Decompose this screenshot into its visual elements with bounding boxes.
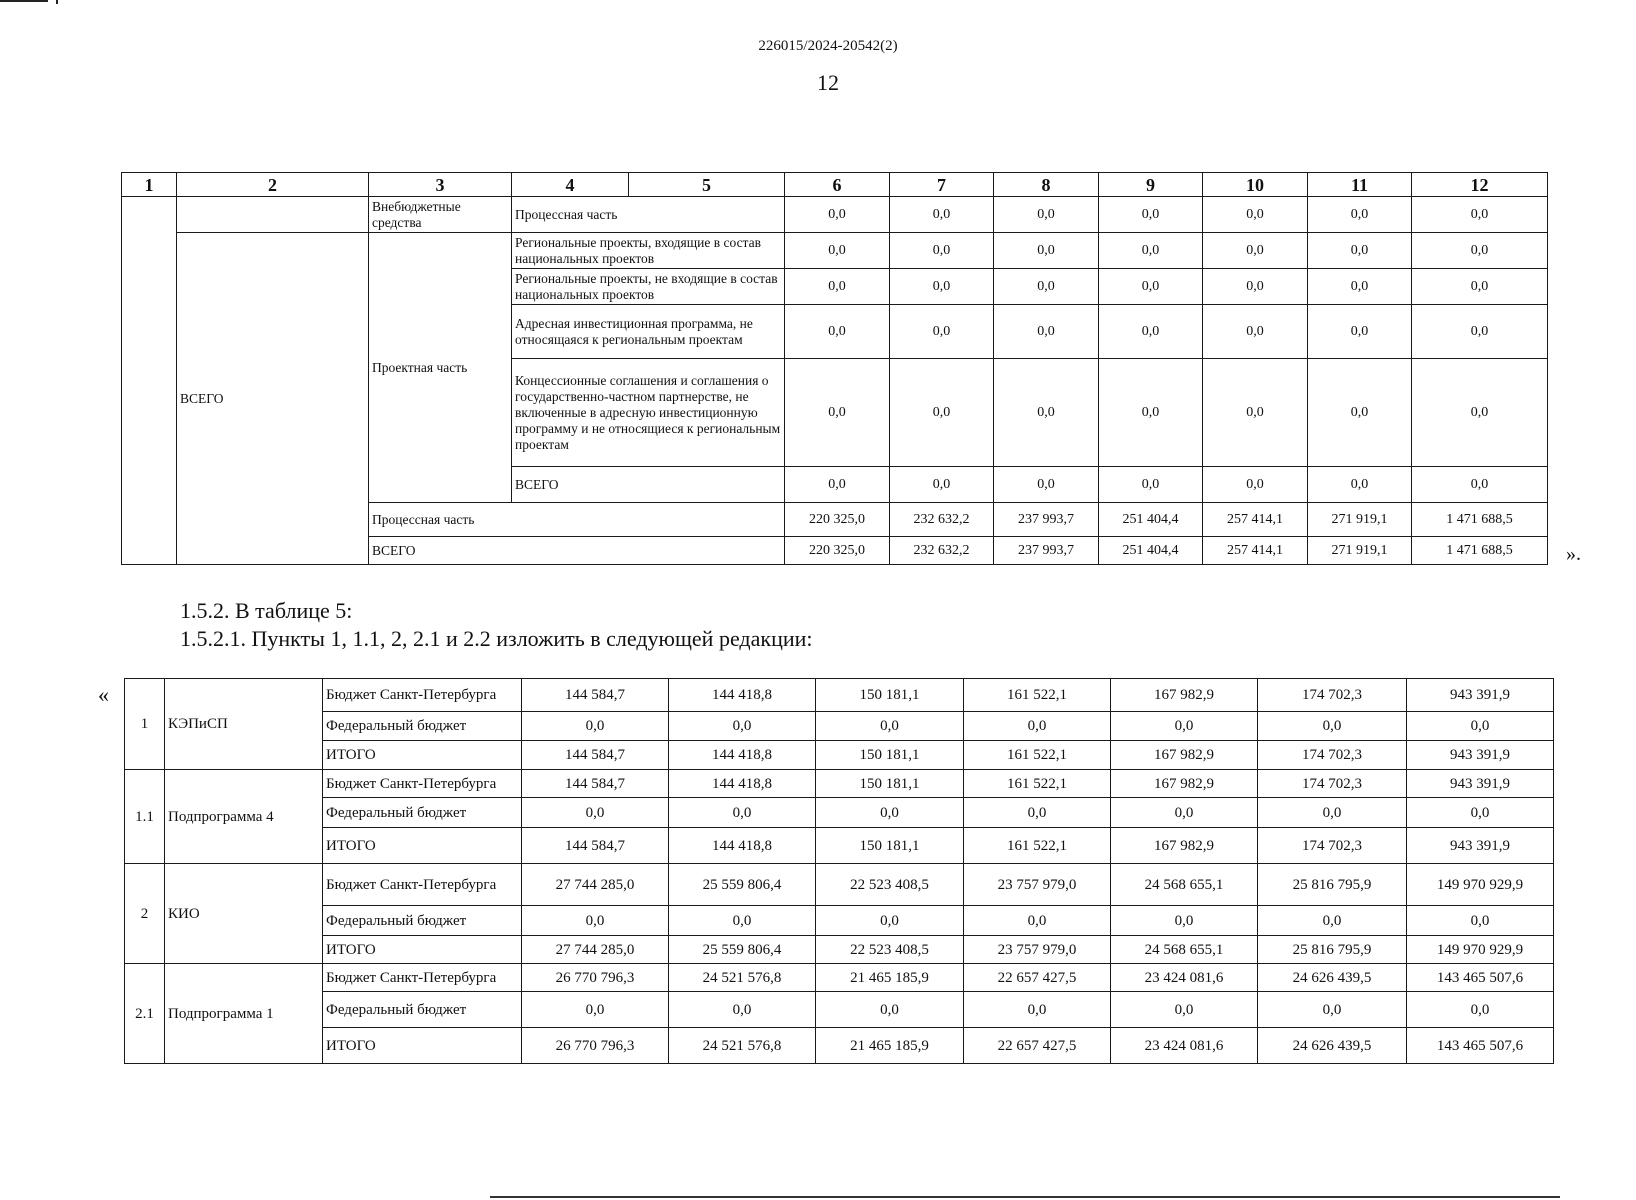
value-cell: 167 982,9: [1111, 741, 1258, 770]
value-cell: 24 568 655,1: [1111, 936, 1258, 964]
project-row-label: Концессионные соглашения и соглашения о государственно-частном партнерстве, не включенные в адресную инвестиционную программу и не относящиеся к региональным проектам: [512, 359, 785, 467]
value-cell: 0,0: [1412, 305, 1548, 359]
header-col-10: 10: [1203, 173, 1308, 197]
budget-label: Федеральный бюджет: [323, 906, 522, 936]
table-row: [125, 679, 1554, 712]
value-cell: 232 632,2: [890, 537, 994, 565]
value-cell: 143 465 507,6: [1407, 964, 1554, 992]
budget-label: Федеральный бюджет: [323, 992, 522, 1028]
value-cell: 25 559 806,4: [669, 864, 816, 906]
header-col-8: 8: [994, 173, 1099, 197]
value-cell: 0,0: [1099, 467, 1203, 503]
value-cell: 0,0: [1203, 197, 1308, 233]
total-row-label: ВСЕГО: [369, 537, 785, 565]
budget-label: Бюджет Санкт-Петербурга: [323, 770, 522, 798]
value-cell: 25 816 795,9: [1258, 936, 1407, 964]
value-cell: 144 584,7: [522, 741, 669, 770]
paragraph-1-5-2: 1.5.2. В таблице 5:: [180, 598, 353, 623]
value-cell: 22 657 427,5: [964, 964, 1111, 992]
value-cell: 0,0: [785, 359, 890, 467]
value-cell: 0,0: [1099, 197, 1203, 233]
header-col-5: 5: [629, 173, 785, 197]
value-cell: 0,0: [669, 712, 816, 741]
financing-table-continuation: [121, 172, 1548, 565]
value-cell: 0,0: [1099, 305, 1203, 359]
value-cell: 161 522,1: [964, 741, 1111, 770]
value-cell: 22 523 408,5: [816, 936, 964, 964]
value-cell: 174 702,3: [1258, 679, 1407, 712]
value-cell: 0,0: [1308, 197, 1412, 233]
value-cell: 0,0: [1407, 992, 1554, 1028]
value-cell: 0,0: [785, 233, 890, 269]
value-cell: 23 757 979,0: [964, 864, 1111, 906]
value-cell: 0,0: [994, 269, 1099, 305]
table-row: [122, 233, 1548, 269]
value-cell: 0,0: [1203, 467, 1308, 503]
value-cell: 24 626 439,5: [1258, 1028, 1407, 1064]
value-cell: 161 522,1: [964, 770, 1111, 798]
value-cell: 0,0: [669, 906, 816, 936]
value-cell: 0,0: [1258, 798, 1407, 828]
project-part-label: Проектная часть: [369, 233, 512, 503]
header-row: [122, 173, 1548, 197]
value-cell: 174 702,3: [1258, 828, 1407, 864]
value-cell: 161 522,1: [964, 679, 1111, 712]
budget-label: Бюджет Санкт-Петербурга: [323, 864, 522, 906]
value-cell: 251 404,4: [1099, 503, 1203, 537]
value-cell: 21 465 185,9: [816, 964, 964, 992]
value-cell: 22 657 427,5: [964, 1028, 1111, 1064]
value-cell: 0,0: [785, 197, 890, 233]
value-cell: 257 414,1: [1203, 537, 1308, 565]
item-number: 1.1: [125, 770, 165, 864]
value-cell: 0,0: [994, 467, 1099, 503]
value-cell: 25 559 806,4: [669, 936, 816, 964]
value-cell: 220 325,0: [785, 537, 890, 565]
value-cell: 0,0: [522, 906, 669, 936]
header-col-7: 7: [890, 173, 994, 197]
value-cell: 22 523 408,5: [816, 864, 964, 906]
value-cell: 144 418,8: [669, 828, 816, 864]
value-cell: 0,0: [890, 359, 994, 467]
document-number: 226015/2024-20542(2): [758, 38, 898, 54]
value-cell: 0,0: [1308, 269, 1412, 305]
item-name: Подпрограмма 4: [165, 770, 323, 864]
value-cell: 143 465 507,6: [1407, 1028, 1554, 1064]
value-cell: 0,0: [1203, 233, 1308, 269]
item-number: 2: [125, 864, 165, 964]
value-cell: 943 391,9: [1407, 770, 1554, 798]
header-col-2: 2: [177, 173, 369, 197]
page-bottom-rule: [490, 1196, 1560, 1198]
value-cell: 0,0: [1308, 305, 1412, 359]
value-cell: 24 521 576,8: [669, 964, 816, 992]
closing-quote: ».: [1566, 543, 1581, 565]
value-cell: 251 404,4: [1099, 537, 1203, 565]
value-cell: 0,0: [1412, 467, 1548, 503]
value-cell: 27 744 285,0: [522, 864, 669, 906]
value-cell: 257 414,1: [1203, 503, 1308, 537]
value-cell: 144 418,8: [669, 770, 816, 798]
value-cell: 25 816 795,9: [1258, 864, 1407, 906]
value-cell: 23 424 081,6: [1111, 1028, 1258, 1064]
value-cell: 0,0: [1258, 992, 1407, 1028]
value-cell: 0,0: [669, 798, 816, 828]
value-cell: 0,0: [1308, 467, 1412, 503]
value-cell: 23 424 081,6: [1111, 964, 1258, 992]
value-cell: 271 919,1: [1308, 537, 1412, 565]
value-cell: 24 521 576,8: [669, 1028, 816, 1064]
value-cell: 150 181,1: [816, 770, 964, 798]
table-row: [125, 864, 1554, 906]
value-cell: 0,0: [1407, 798, 1554, 828]
budget-label: Федеральный бюджет: [323, 798, 522, 828]
table-row: [122, 197, 1548, 233]
value-cell: 237 993,7: [994, 537, 1099, 565]
value-cell: 0,0: [785, 269, 890, 305]
value-cell: 0,0: [890, 305, 994, 359]
value-cell: 0,0: [522, 712, 669, 741]
scan-corner-tick: [56, 0, 58, 4]
value-cell: 0,0: [1111, 906, 1258, 936]
value-cell: 0,0: [1412, 359, 1548, 467]
table-row: [125, 741, 1554, 770]
header-col-3: 3: [369, 173, 512, 197]
value-cell: 26 770 796,3: [522, 1028, 669, 1064]
value-cell: 0,0: [522, 798, 669, 828]
value-cell: 0,0: [1407, 712, 1554, 741]
header-col-11: 11: [1308, 173, 1412, 197]
budget-label: Федеральный бюджет: [323, 712, 522, 741]
value-cell: 0,0: [1099, 269, 1203, 305]
value-cell: 149 970 929,9: [1407, 864, 1554, 906]
table-row: [125, 992, 1554, 1028]
value-cell: 0,0: [890, 197, 994, 233]
process-part-label: Процессная часть: [512, 197, 785, 233]
value-cell: 237 993,7: [994, 503, 1099, 537]
page-number: 12: [817, 70, 839, 95]
value-cell: 0,0: [1258, 712, 1407, 741]
value-cell: 0,0: [964, 992, 1111, 1028]
process-row-label: Процессная часть: [369, 503, 785, 537]
value-cell: 0,0: [890, 233, 994, 269]
value-cell: 0,0: [994, 197, 1099, 233]
header-col-6: 6: [785, 173, 890, 197]
value-cell: 0,0: [1099, 233, 1203, 269]
value-cell: 0,0: [994, 359, 1099, 467]
value-cell: 150 181,1: [816, 828, 964, 864]
value-cell: 0,0: [964, 798, 1111, 828]
item-name: КЭПиСП: [165, 679, 323, 770]
header-col-12: 12: [1412, 173, 1548, 197]
value-cell: 0,0: [1111, 992, 1258, 1028]
value-cell: 0,0: [1412, 269, 1548, 305]
col2-empty-cell: [177, 197, 369, 233]
table-row: [125, 936, 1554, 964]
value-cell: 0,0: [1407, 906, 1554, 936]
value-cell: 0,0: [964, 712, 1111, 741]
table-5-excerpt: [124, 678, 1554, 1064]
value-cell: 144 418,8: [669, 741, 816, 770]
value-cell: 0,0: [890, 269, 994, 305]
item-number: 1: [125, 679, 165, 770]
vsego-group-label: ВСЕГО: [177, 233, 369, 565]
value-cell: 0,0: [994, 233, 1099, 269]
value-cell: 0,0: [1308, 233, 1412, 269]
value-cell: 23 757 979,0: [964, 936, 1111, 964]
project-row-label: Адресная инвестиционная программа, не относящаяся к региональным проектам: [512, 305, 785, 359]
value-cell: 27 744 285,0: [522, 936, 669, 964]
offbudget-label: Внебюджетные средства: [369, 197, 512, 233]
budget-label: ИТОГО: [323, 741, 522, 770]
scan-corner-mark: [0, 0, 48, 2]
value-cell: 167 982,9: [1111, 679, 1258, 712]
header-col-4: 4: [512, 173, 629, 197]
budget-label: Бюджет Санкт-Петербурга: [323, 964, 522, 992]
value-cell: 161 522,1: [964, 828, 1111, 864]
opening-quote: «: [98, 682, 109, 707]
value-cell: 0,0: [1308, 359, 1412, 467]
table-row: [125, 906, 1554, 936]
header-col-9: 9: [1099, 173, 1203, 197]
project-row-label: ВСЕГО: [512, 467, 785, 503]
value-cell: 0,0: [522, 992, 669, 1028]
table-row: [125, 770, 1554, 798]
value-cell: 144 584,7: [522, 679, 669, 712]
value-cell: 0,0: [1412, 197, 1548, 233]
value-cell: 0,0: [816, 798, 964, 828]
value-cell: 232 632,2: [890, 503, 994, 537]
table-row: [125, 712, 1554, 741]
value-cell: 220 325,0: [785, 503, 890, 537]
value-cell: 21 465 185,9: [816, 1028, 964, 1064]
table-row: [125, 964, 1554, 992]
value-cell: 0,0: [785, 467, 890, 503]
table-row: [125, 828, 1554, 864]
value-cell: 943 391,9: [1407, 741, 1554, 770]
paragraph-1-5-2-1: 1.5.2.1. Пункты 1, 1.1, 2, 2.1 и 2.2 изложить в следующей редакции:: [180, 626, 813, 651]
value-cell: 144 584,7: [522, 770, 669, 798]
value-cell: 0,0: [785, 305, 890, 359]
value-cell: 167 982,9: [1111, 828, 1258, 864]
value-cell: 943 391,9: [1407, 828, 1554, 864]
table-row: [125, 1028, 1554, 1064]
item-name: КИО: [165, 864, 323, 964]
value-cell: 0,0: [1099, 359, 1203, 467]
project-row-label: Региональные проекты, не входящие в состав национальных проектов: [512, 269, 785, 305]
value-cell: 1 471 688,5: [1412, 537, 1548, 565]
value-cell: 0,0: [890, 467, 994, 503]
value-cell: 174 702,3: [1258, 770, 1407, 798]
value-cell: 174 702,3: [1258, 741, 1407, 770]
header-col-1: 1: [122, 173, 177, 197]
value-cell: 0,0: [1412, 233, 1548, 269]
value-cell: 0,0: [1258, 906, 1407, 936]
value-cell: 0,0: [964, 906, 1111, 936]
budget-label: ИТОГО: [323, 828, 522, 864]
value-cell: 1 471 688,5: [1412, 503, 1548, 537]
budget-label: ИТОГО: [323, 936, 522, 964]
value-cell: 943 391,9: [1407, 679, 1554, 712]
value-cell: 0,0: [1203, 269, 1308, 305]
value-cell: 0,0: [816, 906, 964, 936]
value-cell: 24 626 439,5: [1258, 964, 1407, 992]
value-cell: 150 181,1: [816, 679, 964, 712]
value-cell: 167 982,9: [1111, 770, 1258, 798]
value-cell: 26 770 796,3: [522, 964, 669, 992]
value-cell: 271 919,1: [1308, 503, 1412, 537]
value-cell: 0,0: [816, 992, 964, 1028]
value-cell: 149 970 929,9: [1407, 936, 1554, 964]
budget-label: Бюджет Санкт-Петербурга: [323, 679, 522, 712]
value-cell: 0,0: [1111, 712, 1258, 741]
value-cell: 0,0: [994, 305, 1099, 359]
project-row-label: Региональные проекты, входящие в состав национальных проектов: [512, 233, 785, 269]
value-cell: 0,0: [1111, 798, 1258, 828]
item-name: Подпрограмма 1: [165, 964, 323, 1064]
value-cell: 144 584,7: [522, 828, 669, 864]
table-row: [125, 798, 1554, 828]
budget-label: ИТОГО: [323, 1028, 522, 1064]
value-cell: 24 568 655,1: [1111, 864, 1258, 906]
value-cell: 0,0: [816, 712, 964, 741]
value-cell: 0,0: [669, 992, 816, 1028]
value-cell: 144 418,8: [669, 679, 816, 712]
col1-empty-cell: [122, 197, 177, 565]
item-number: 2.1: [125, 964, 165, 1064]
value-cell: 0,0: [1203, 305, 1308, 359]
value-cell: 150 181,1: [816, 741, 964, 770]
value-cell: 0,0: [1203, 359, 1308, 467]
